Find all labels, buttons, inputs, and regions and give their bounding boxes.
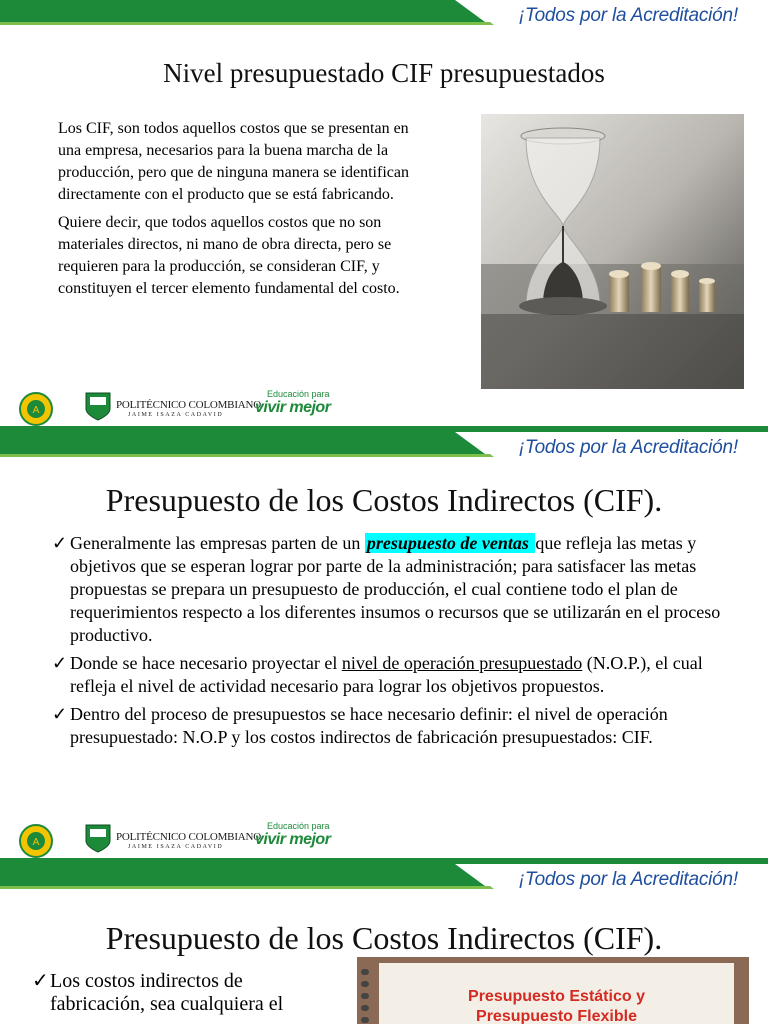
notebook-card xyxy=(357,957,749,1024)
bullet-item xyxy=(32,970,322,1016)
paragraph: Los CIF, son todos aquellos costos que se presentan en una empresa, necesarios para la buena marcha de la producción, pero que de ninguna manera se identifican directamente con el producto que se está fabricando. xyxy=(58,120,409,203)
bullet-text: Dentro del proceso de presupuestos se hace necesario definir: el nivel de operación presupuestado: N.O.P y los costos indirectos de fabricación presupuestados: CIF. xyxy=(70,704,668,747)
slide-body-text xyxy=(58,118,428,306)
accreditation-seal-icon xyxy=(16,824,56,858)
education-logo xyxy=(255,821,345,861)
footer-logos xyxy=(0,802,768,864)
svg-text:A: A xyxy=(32,837,40,848)
slide-title: Presupuesto de los Costos Indirectos (CIF). xyxy=(105,920,663,956)
bullet-text: Donde se hace necesario proyectar el xyxy=(70,653,342,673)
slogan-text: ¡Todos por la Acreditación! xyxy=(518,437,738,458)
accreditation-seal-icon xyxy=(16,392,56,426)
education-big-text: vivir mejor xyxy=(255,831,331,848)
slide-3 xyxy=(0,864,768,1024)
slide-title: Nivel presupuestado CIF presupuestados xyxy=(163,58,605,88)
checkmark-icon: ✓ xyxy=(52,704,68,724)
bullet-item xyxy=(52,652,742,698)
bullet-list xyxy=(52,532,742,754)
bullet-text: que refleja las metas y objetivos que se esperan lograr por parte de la administración; para satisfacer las metas propuestas se prepara un presupuesto de producción, el cual contiene todo el plan de requerimientos respecto a los diferentes insumos o recursos que se utilizarán en el proceso productivo. xyxy=(70,533,721,645)
underlined-term: nivel de operación presupuestado xyxy=(341,653,583,673)
bullet-item xyxy=(52,703,742,749)
footer-logos xyxy=(0,370,768,432)
hourglass-icon xyxy=(481,114,744,389)
checkmark-icon: ✓ xyxy=(52,653,68,673)
svg-text:A: A xyxy=(32,405,40,416)
bullet-item xyxy=(52,532,742,647)
checkmark-icon: ✓ xyxy=(32,970,49,992)
education-logo xyxy=(255,389,345,429)
slide-title: Presupuesto de los Costos Indirectos (CIF). xyxy=(105,482,663,518)
top-banner xyxy=(0,0,768,30)
highlighted-term: presupuesto de ventas xyxy=(366,533,534,553)
slogan-text: ¡Todos por la Acreditación! xyxy=(518,869,738,890)
politecnico-subtitle: JAIME ISAZA CADAVID xyxy=(128,412,224,418)
bullet-text: Los costos indirectos de fabricación, sea cualquiera el xyxy=(50,970,284,1015)
slide-1 xyxy=(0,0,768,432)
checkmark-icon: ✓ xyxy=(52,533,68,553)
spiral-binding-icon xyxy=(361,969,371,1024)
top-banner xyxy=(0,864,768,894)
card-title-line: Presupuesto Estático y xyxy=(468,988,645,1005)
education-small-text: Educación para xyxy=(267,821,330,831)
slide-2 xyxy=(0,432,768,864)
card-title-line: Presupuesto Flexible xyxy=(476,1008,637,1024)
bullet-list xyxy=(32,970,322,1021)
education-big-text: vivir mejor xyxy=(255,399,331,416)
bullet-text: Generalmente las empresas parten de un xyxy=(70,533,365,553)
education-small-text: Educación para xyxy=(267,389,330,399)
bullet-text: (N.O.P.), el cual refleja el nivel de actividad necesario para lograr los objetivos propuestos. xyxy=(70,653,703,696)
slogan-text: ¡Todos por la Acreditación! xyxy=(518,5,738,26)
shield-icon xyxy=(84,391,112,421)
politecnico-subtitle: JAIME ISAZA CADAVID xyxy=(128,844,224,850)
shield-icon xyxy=(84,823,112,853)
politecnico-name: POLITÉCNICO COLOMBIANO xyxy=(116,399,262,411)
notebook-page xyxy=(379,963,734,1024)
politecnico-name: POLITÉCNICO COLOMBIANO xyxy=(116,831,262,843)
hourglass-coins-image xyxy=(481,114,744,389)
politecnico-logo xyxy=(84,823,262,857)
politecnico-logo xyxy=(84,391,262,425)
paragraph: Quiere decir, que todos aquellos costos que no son materiales directos, ni mano de obra directa, pero se requieren para la producción, se consideran CIF, y constituyen el tercer elemento fundamental del costo. xyxy=(58,214,400,297)
top-banner xyxy=(0,432,768,462)
